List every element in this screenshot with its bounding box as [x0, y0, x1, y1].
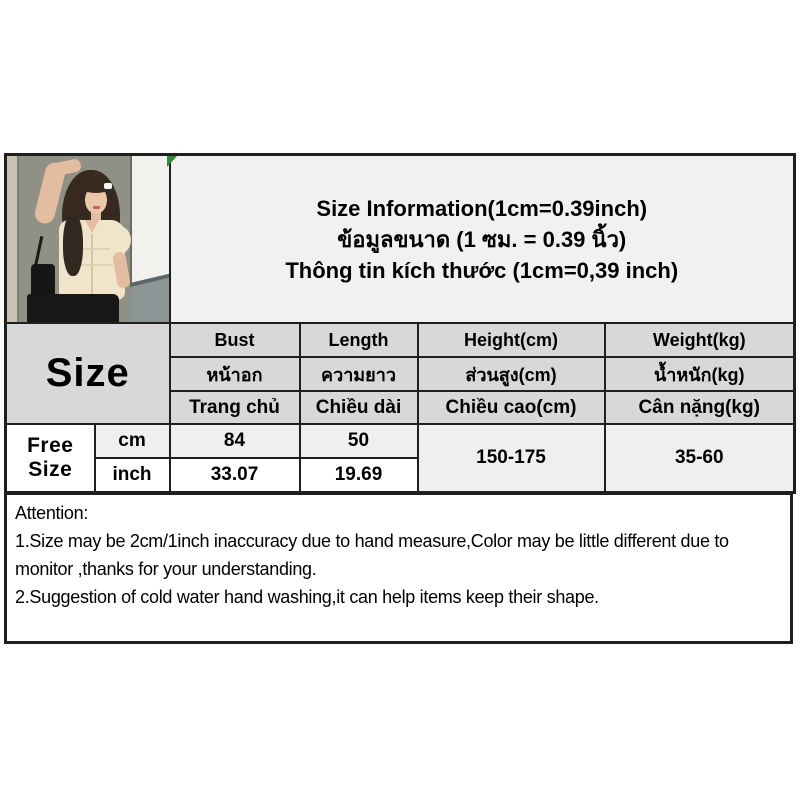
- product-photo-cell: [6, 155, 170, 324]
- data-row-cm: [6, 424, 795, 458]
- col-header-length-th: ความยาว: [300, 357, 418, 391]
- unit-inch: inch: [95, 458, 170, 492]
- weight-range-value: 35-60: [605, 424, 795, 492]
- attention-heading: Attention:: [15, 502, 89, 523]
- photo-black-skirt: [27, 294, 119, 322]
- title-vietnamese: Thông tin kích thước (1cm=0,39 inch): [285, 257, 679, 283]
- photo-door-edge: [7, 156, 19, 322]
- attention-item-2: 2.Suggestion of cold water hand washing,it can help items keep their shape.: [15, 586, 599, 607]
- photo-black-bag: [31, 264, 55, 298]
- free-size-label: Free Size: [6, 424, 95, 492]
- size-table: [4, 153, 796, 494]
- col-header-height-en: Height(cm): [418, 323, 605, 357]
- size-corner-label: Size: [6, 323, 170, 424]
- model-photo: [7, 156, 169, 322]
- col-header-height-th: ส่วนสูง(cm): [418, 357, 605, 391]
- size-info-sheet: [4, 153, 793, 644]
- photo-lips: [93, 206, 100, 209]
- col-header-bust-vi: Trang chủ: [170, 391, 300, 424]
- length-inch-value: 19.69: [300, 458, 418, 492]
- col-header-bust-en: Bust: [170, 323, 300, 357]
- col-header-weight-vi: Cân nặng(kg): [605, 391, 795, 424]
- attention-item-1: 1.Size may be 2cm/1inch inaccuracy due to hand measure,Color may be little different due to monitor ,thanks for your understanding.: [15, 530, 729, 579]
- title-english: Size Information(1cm=0.39inch): [316, 195, 648, 221]
- col-header-bust-th: หน้าอก: [170, 357, 300, 391]
- col-header-length-vi: Chiều dài: [300, 391, 418, 424]
- photo-title-row: [6, 155, 795, 324]
- header-row-english: [6, 323, 795, 357]
- height-range-value: 150-175: [418, 424, 605, 492]
- bust-cm-value: 84: [170, 424, 300, 458]
- col-header-length-en: Length: [300, 323, 418, 357]
- photo-hair-clip: [104, 183, 112, 189]
- unit-cm: cm: [95, 424, 170, 458]
- col-header-weight-th: น้ำหนัก(kg): [605, 357, 795, 391]
- photo-shirt-placket: [91, 234, 93, 298]
- bust-inch-value: 33.07: [170, 458, 300, 492]
- photo-hair-strand: [63, 214, 83, 276]
- col-header-height-vi: Chiều cao(cm): [418, 391, 605, 424]
- col-header-weight-en: Weight(kg): [605, 323, 795, 357]
- photo-shirt-sleeve: [107, 226, 131, 254]
- title-cell: [170, 155, 795, 324]
- attention-note-box: [4, 493, 793, 644]
- title-thai: ข้อมูลขนาด (1 ซม. = 0.39 นิ้ว): [337, 226, 627, 252]
- length-cm-value: 50: [300, 424, 418, 458]
